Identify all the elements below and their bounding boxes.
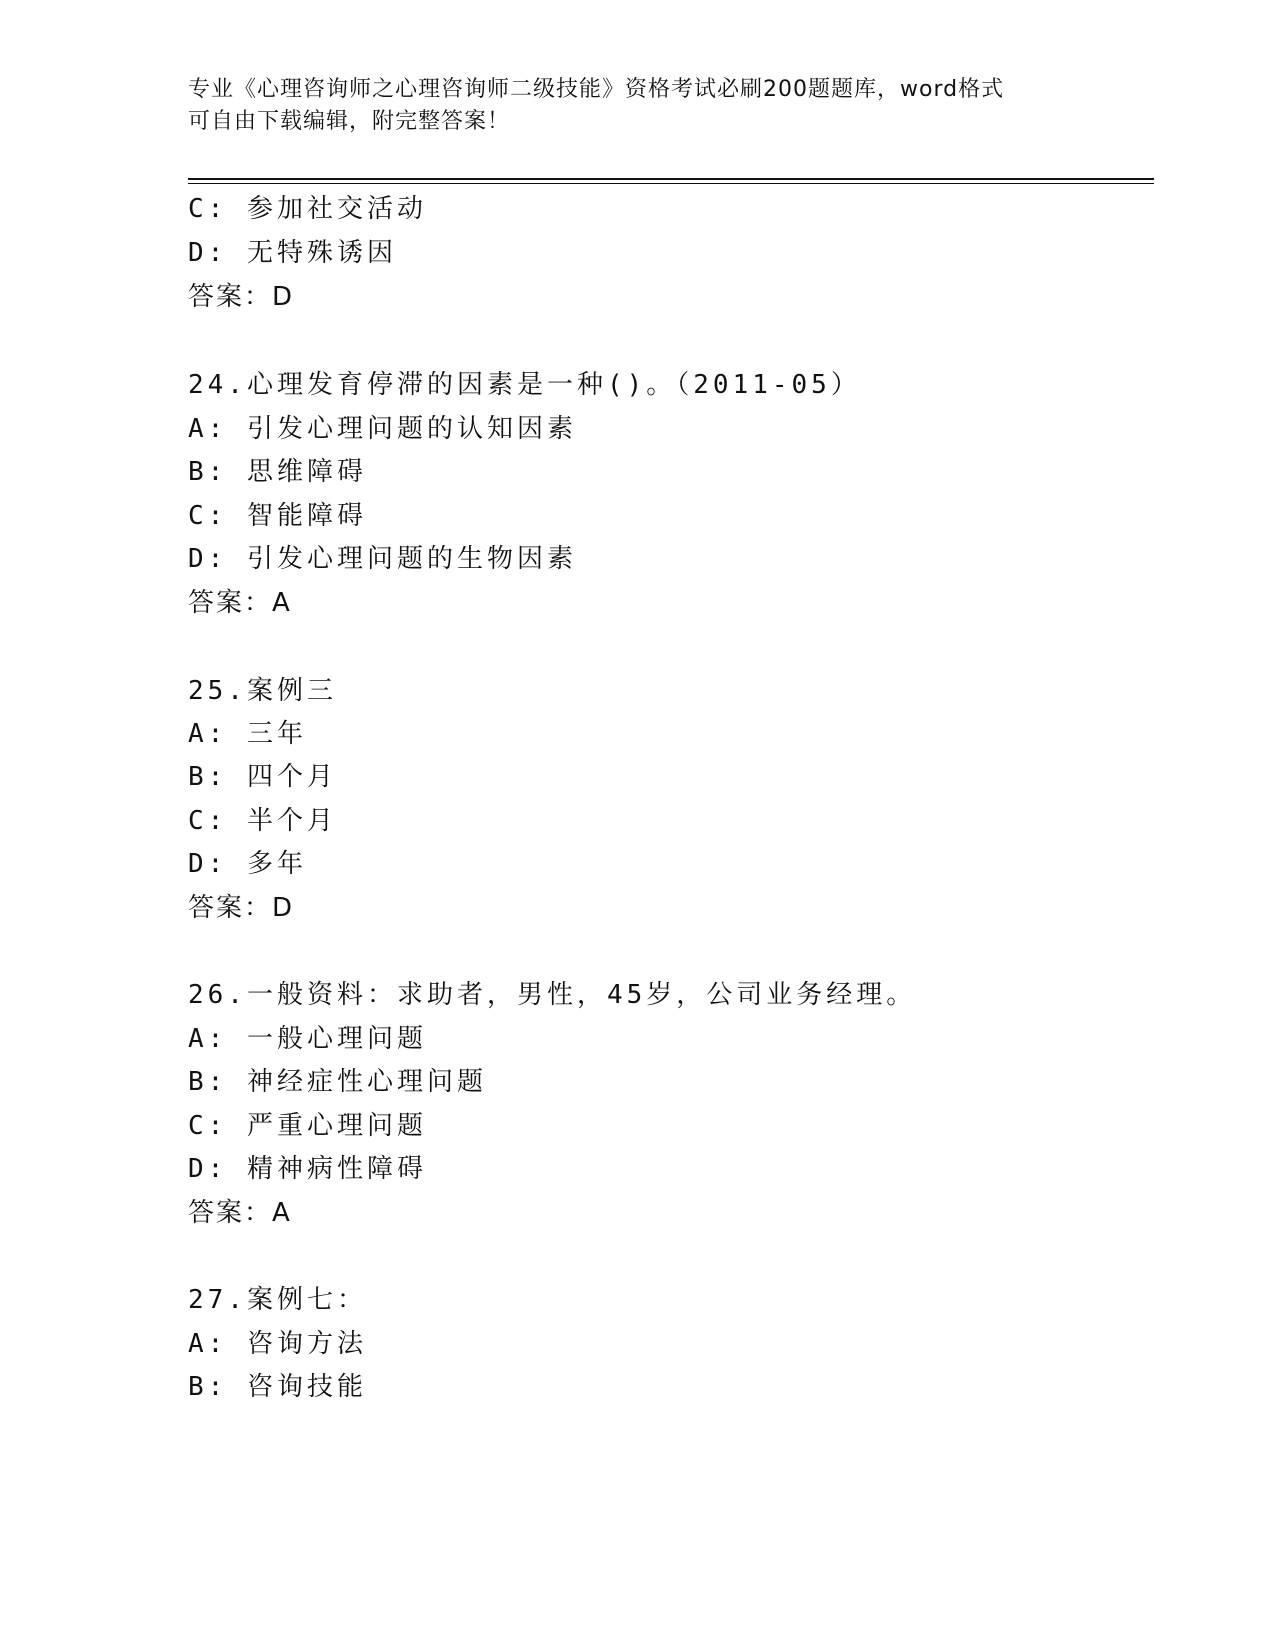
q27-option-b: B: 咨询技能 [188,1372,367,1402]
q24-question: 24.心理发育停滞的因素是一种()。（2011-05） [188,370,861,400]
q26-question: 26.一般资料：求助者，男性，45岁，公司业务经理。 [188,980,917,1010]
q24-option-b: B: 思维障碍 [188,457,367,487]
header-divider-thin [188,183,1154,184]
q27-question: 27.案例七： [188,1285,367,1315]
q27-option-a: A: 咨询方法 [188,1329,367,1359]
document-header [188,74,1088,138]
header-line-2: 可自由下载编辑，附完整答案！ [188,109,511,134]
q25-answer: 答案：D [188,893,295,923]
q26-option-a: A: 一般心理问题 [188,1024,427,1054]
q25-question: 25.案例三 [188,676,337,706]
q23-answer: 答案：D [188,282,295,312]
header-divider-thick [188,178,1154,180]
q23-option-d: D: 无特殊诱因 [188,238,397,268]
header-line-1: 专业《心理咨询师之心理咨询师二级技能》资格考试必刷200题题库，word格式 [188,77,1005,102]
q26-option-c: C: 严重心理问题 [188,1111,427,1141]
q26-option-d: D: 精神病性障碍 [188,1154,427,1184]
q24-option-c: C: 智能障碍 [188,501,367,531]
q25-option-a: A: 三年 [188,719,307,749]
q24-answer: 答案：A [188,588,292,618]
q26-answer: 答案：A [188,1198,292,1228]
q25-option-b: B: 四个月 [188,762,337,792]
q25-option-d: D: 多年 [188,849,307,879]
q24-option-d: D: 引发心理问题的生物因素 [188,544,577,574]
q25-option-c: C: 半个月 [188,806,337,836]
q24-option-a: A: 引发心理问题的认知因素 [188,414,577,444]
q26-option-b: B: 神经症性心理问题 [188,1067,487,1097]
q23-option-c: C: 参加社交活动 [188,194,427,224]
